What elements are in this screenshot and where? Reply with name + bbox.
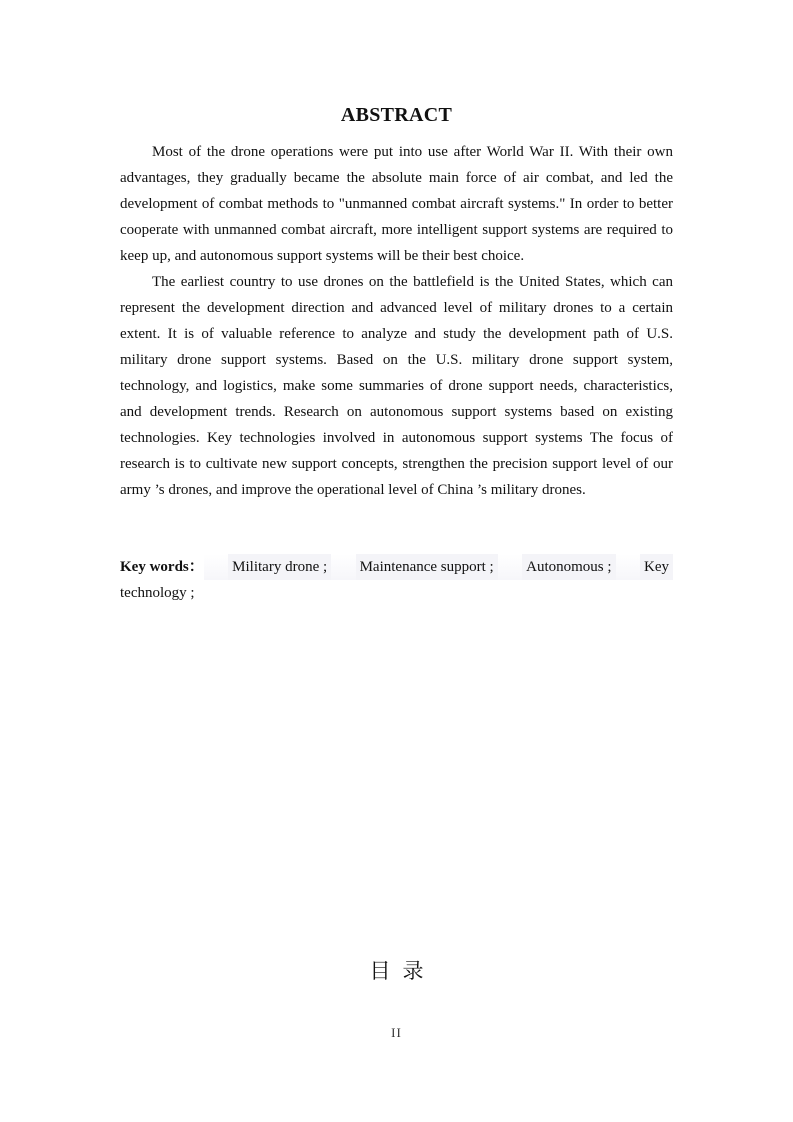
keywords-row <box>120 554 673 580</box>
abstract-body <box>120 139 673 503</box>
toc-title: 目录 <box>369 959 436 983</box>
keywords-section <box>120 554 673 606</box>
abstract-paragraph-2: The earliest country to use drones on the battlefield is the United States, which can represent the development direction and advanced level of military drones to a certain extent. It is of valuable reference to analyze and study the development path of U.S. military drone support systems. Based on the U.S. military drone support system, technology, and logistics, make some summaries of drone support needs, characteristics, and development trends. Research on autonomous support systems based on existing technologies. Key technologies involved in autonomous support systems The focus of research is to cultivate new support concepts, strengthen the precision support level of our army ’s drones, and improve the operational level of China ’s military drones. <box>120 274 673 498</box>
abstract-paragraph-1: Most of the drone operations were put into use after World War II. With their own advantages, they gradually became the absolute main force of air combat, and led the development of combat methods to "unmanned combat aircraft systems." In order to better cooperate with unmanned combat aircraft, more intelligent support systems are required to keep up, and autonomous support systems will be their best choice. <box>120 144 673 264</box>
keyword-item: Key <box>640 554 673 580</box>
keyword-item: Autonomous ; <box>522 554 615 580</box>
keywords-continuation: technology ; <box>120 585 195 601</box>
abstract-title: ABSTRACT <box>340 104 453 126</box>
keywords-label: Key words： <box>120 554 204 580</box>
keyword-item: Military drone ; <box>228 554 331 580</box>
keyword-item: Maintenance support ; <box>356 554 498 580</box>
page-number: II <box>391 1025 402 1040</box>
